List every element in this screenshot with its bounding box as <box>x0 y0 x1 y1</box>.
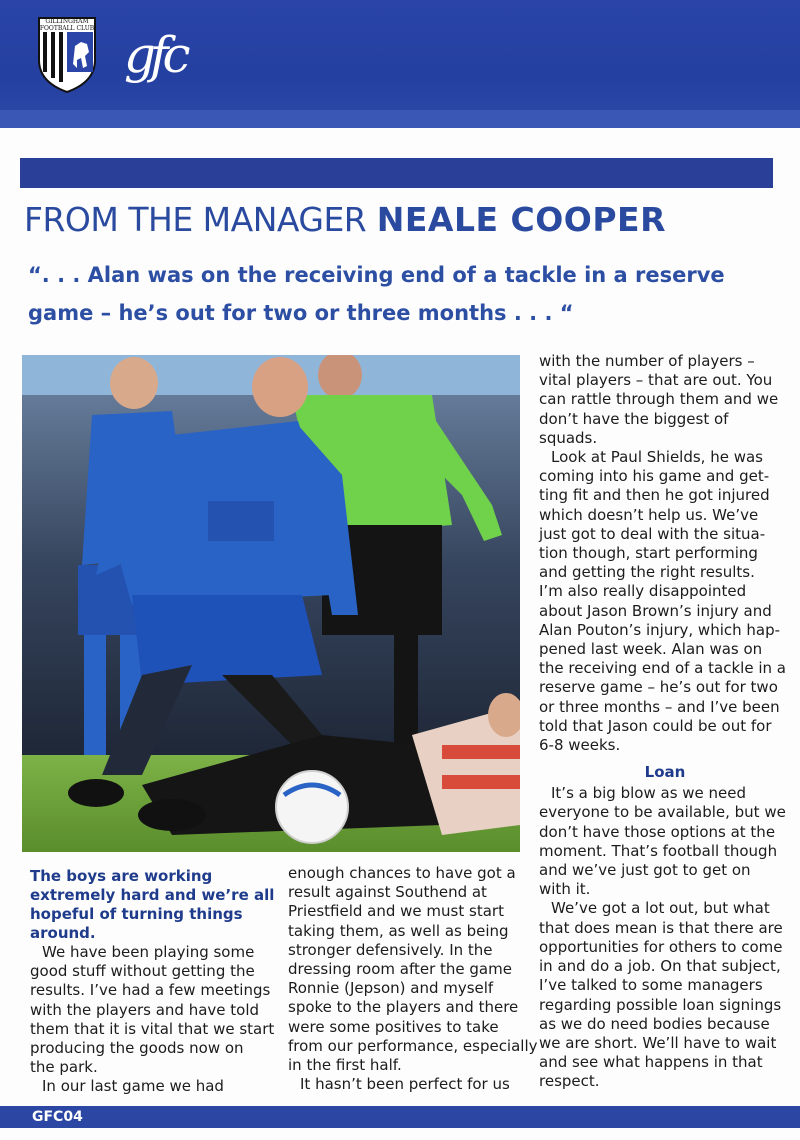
article-column-3 <box>539 352 791 1092</box>
body-line: which doesn’t help us. We’ve <box>539 505 759 524</box>
masthead-strip <box>0 110 800 128</box>
body-line: can rattle through them and we <box>539 390 779 409</box>
body-line: 6-8 weeks. <box>539 736 621 755</box>
body-line: coming into his game and get- <box>539 467 770 486</box>
body-line: as we do need bodies because <box>539 1014 770 1033</box>
pull-quote <box>28 256 768 332</box>
body-line: with the players and have told <box>30 1000 260 1019</box>
body-line: opportunities for others to come <box>539 937 783 956</box>
body-line: from our performance, especially <box>288 1036 538 1055</box>
body-line: I’m also really disappointed <box>539 582 747 601</box>
body-line: Alan Pouton’s injury, which hap- <box>539 620 781 639</box>
body-line: with it. <box>539 880 591 899</box>
body-line: with the number of players – <box>539 352 755 370</box>
page-number: GFC04 <box>32 1109 83 1125</box>
body-line: squads. <box>539 428 598 447</box>
subheading-loan: Loan <box>644 763 686 782</box>
title-prefix: FROM THE MANAGER <box>24 200 367 239</box>
gfc-logo: gfc <box>124 26 185 84</box>
pull-quote-line: game – he’s out for two or three months . . . “ <box>28 301 574 325</box>
body-line: were some positives to take <box>288 1017 499 1036</box>
body-line: tion though, start performing <box>539 544 758 563</box>
body-line: vital players – that are out. You <box>539 371 773 390</box>
body-line: or three months – and I’ve been <box>539 697 780 716</box>
body-line: Priestfield and we must start <box>288 902 504 921</box>
body-line: We’ve got a lot out, but what <box>551 899 770 918</box>
lead-line: extremely hard and we’re all <box>30 886 275 904</box>
body-line: dressing room after the game <box>288 960 512 979</box>
body-line: taking them, as well as being <box>288 921 509 940</box>
body-line: and we’ve just got to get on <box>539 861 751 880</box>
body-line: in and do a job. On that subject, <box>539 957 781 976</box>
match-photo-illustration <box>22 355 520 852</box>
body-line: everyone to be available, but we <box>539 803 786 822</box>
body-line: good stuff without getting the <box>30 962 255 981</box>
crest-caption: GILLINGHAM FOOTBALL CLUB <box>39 18 95 32</box>
body-line: Look at Paul Shields, he was <box>551 448 763 467</box>
footer-bar <box>0 1106 800 1128</box>
section-bar <box>20 158 773 188</box>
body-line: and getting the right results. <box>539 563 755 582</box>
body-line: stronger defensively. In the <box>288 940 493 959</box>
body-line: and see what happens in that <box>539 1053 763 1072</box>
body-line: that does mean is that there are <box>539 918 783 937</box>
body-line: results. I’ve had a few meetings <box>30 981 271 1000</box>
article-column-2 <box>288 864 536 1094</box>
body-line: regarding possible loan signings <box>539 995 782 1014</box>
body-line: moment. That’s football though <box>539 841 778 860</box>
body-line: respect. <box>539 1072 600 1091</box>
body-line: enough chances to have got a <box>288 864 516 882</box>
body-line: In our last game we had <box>42 1077 224 1096</box>
body-line: ting fit and then he got injured <box>539 486 770 505</box>
masthead <box>0 0 800 128</box>
body-line: I’ve talked to some managers <box>539 976 763 995</box>
body-line: them that it is vital that we start <box>30 1019 275 1038</box>
page-title <box>24 198 784 242</box>
lead-line: The boys are working <box>30 867 213 885</box>
body-line: We have been playing some <box>42 943 255 961</box>
body-line: about Jason Brown’s injury and <box>539 601 772 620</box>
body-line: pened last week. Alan was on <box>539 640 763 659</box>
body-line: reserve game – he’s out for two <box>539 678 778 697</box>
body-line: Ronnie (Jepson) and myself <box>288 979 494 998</box>
match-photo <box>22 355 520 852</box>
body-line: the receiving end of a tackle in a <box>539 659 786 678</box>
body-line: result against Southend at <box>288 883 487 902</box>
body-line: we are short. We’ll have to wait <box>539 1033 777 1052</box>
body-line: producing the goods now on <box>30 1039 244 1058</box>
article-column-1 <box>30 867 280 1097</box>
body-line: the park. <box>30 1058 98 1077</box>
body-line: told that Jason could be out for <box>539 716 772 735</box>
lead-line: around. <box>30 924 96 942</box>
body-line: don’t have the biggest of <box>539 409 729 428</box>
body-line: in the first half. <box>288 1056 402 1075</box>
body-line: It hasn’t been perfect for us <box>300 1075 510 1094</box>
body-line: just got to deal with the situa- <box>539 524 766 543</box>
pull-quote-line: “. . . Alan was on the receiving end of a tackle in a reserve <box>28 263 725 287</box>
lead-line: hopeful of turning things <box>30 905 243 923</box>
body-line: It’s a big blow as we need <box>551 784 747 803</box>
body-line: spoke to the players and there <box>288 998 519 1017</box>
body-line: don’t have those options at the <box>539 822 776 841</box>
manager-name: NEALE COOPER <box>376 200 666 239</box>
